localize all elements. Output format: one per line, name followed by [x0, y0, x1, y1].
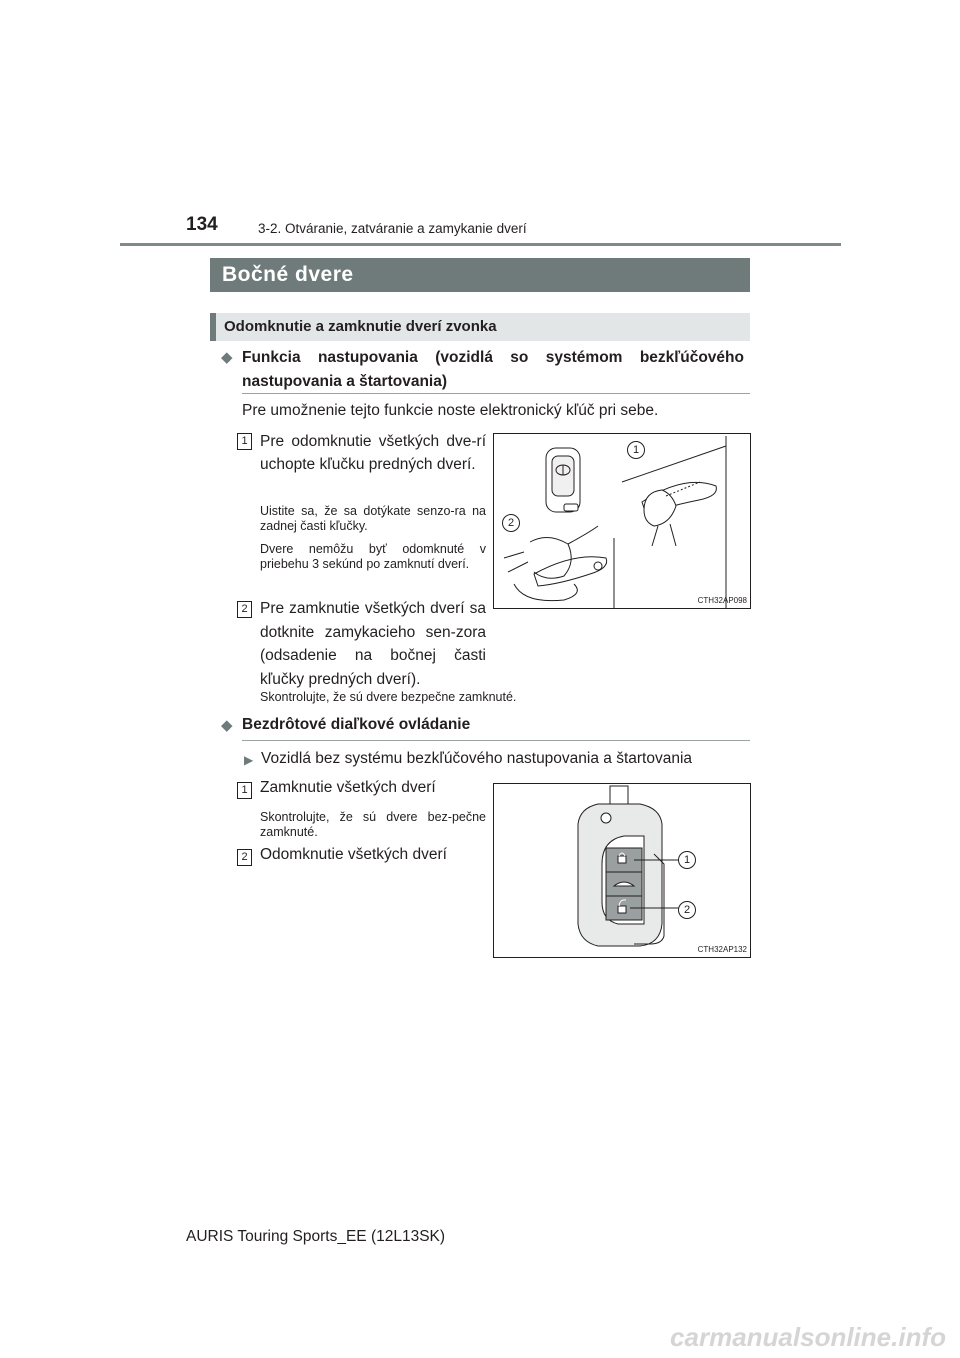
smart-entry-step1-text: Pre odomknutie všetkých dve-rí uchopte kľučku predných dverí.: [260, 433, 486, 473]
figure-callout: 1: [678, 851, 696, 869]
step-number: 1: [237, 782, 252, 799]
upper-door-scene: [622, 436, 726, 608]
figure-callout: 1: [627, 441, 645, 459]
smart-entry-intro: Pre umožnenie tejto funkcie noste elektronický kľúč pri sebe.: [242, 402, 659, 419]
subsection-accent: [210, 313, 216, 341]
header-section-title: 3-2. Otváranie, zatváranie a zamykanie dverí: [258, 221, 527, 236]
figure-code: CTH32AP098: [697, 596, 747, 605]
smart-entry-divider: [242, 393, 750, 394]
smart-entry-step1-note1: Uistite sa, že sa dotýkate senzo-ra na zadnej časti kľučky.: [260, 504, 486, 533]
wireless-step1-note: Skontrolujte, že sú dvere bez-pečne zamknuté.: [260, 810, 486, 839]
wireless-step1-text: Zamknutie všetkých dverí: [260, 779, 436, 796]
diamond-bullet-icon: ◆: [221, 349, 233, 366]
figure-code: CTH32AP132: [697, 945, 747, 954]
wireless-key-figure: [493, 783, 751, 958]
smart-entry-heading: [242, 346, 744, 394]
header-divider: [120, 243, 841, 246]
footer-model: AURIS Touring Sports_EE (12L13SK): [186, 1228, 446, 1245]
smart-entry-step2-note: Skontrolujte, že sú dvere bezpečne zamknuté.: [260, 690, 517, 704]
subsection-title: Odomknutie a zamknutie dverí zvonka: [224, 318, 497, 335]
watermark: carmanualsonline.info: [670, 1322, 946, 1352]
smart-entry-heading-line2: nastupovania a štartovania): [242, 373, 448, 390]
arrow-right-icon: ▶: [244, 753, 254, 767]
diamond-bullet-icon: ◆: [221, 717, 233, 734]
figure-callout: 2: [678, 901, 696, 919]
step-number: 1: [237, 433, 252, 450]
smart-key-door-handle-illustration: [494, 434, 750, 608]
wireless-remote-heading: Bezdrôtové diaľkové ovládanie: [242, 716, 471, 733]
wireless-key-illustration: [494, 784, 750, 957]
smart-entry-step1-note2: Dvere nemôžu byť odomknuté v priebehu 3 sekúnd po zamknutí dverí.: [260, 542, 486, 571]
figure-callout: 2: [502, 514, 520, 532]
smart-key-fob: [546, 448, 580, 512]
smart-entry-step2-text: Pre zamknutie všetkých dverí sa dotknite zamykacieho sen-zora (odsadenie na bočnej časti kľučky predných dverí).: [260, 600, 486, 688]
remote-key-body: [578, 786, 680, 946]
step-number: 2: [237, 849, 252, 866]
wireless-step2-text: Odomknutie všetkých dverí: [260, 846, 447, 863]
wireless-remote-applicability: Vozidlá bez systému bezkľúčového nastupovania a štartovania: [261, 750, 693, 767]
lower-door-scene: [504, 526, 614, 608]
page-number: 134: [186, 214, 218, 235]
section-title: Bočné dvere: [222, 263, 354, 286]
wireless-remote-divider: [242, 740, 750, 741]
step-number: 2: [237, 601, 252, 618]
smart-key-door-handle-figure: [493, 433, 751, 609]
smart-entry-heading-line1: Funkcia nastupovania (vozidlá so systémom bezkľúčového: [242, 349, 744, 366]
